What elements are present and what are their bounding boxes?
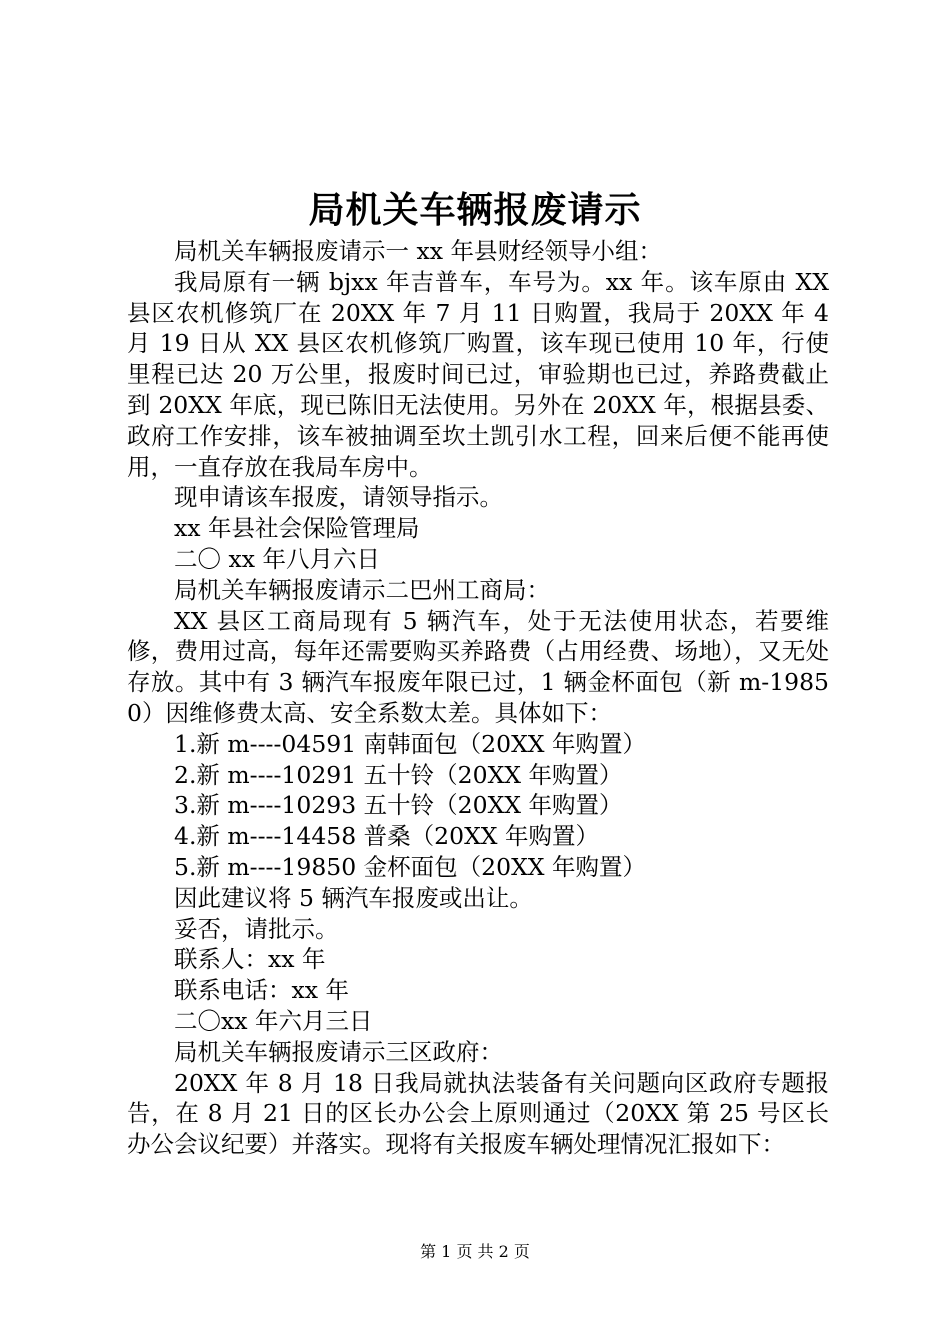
paragraph: 局机关车辆报废请示三区政府：: [174, 1037, 503, 1066]
list-item: 1.新 m----04591 南韩面包（20XX 年购置）: [174, 729, 646, 758]
list-item: 2.新 m----10291 五十铃（20XX 年购置）: [174, 760, 623, 789]
paragraph: 局机关车辆报废请示一 xx 年县财经领导小组：: [174, 237, 662, 265]
paragraph: 妥否，请批示。: [174, 914, 339, 943]
list-item: 3.新 m----10293 五十铃（20XX 年购置）: [174, 791, 623, 820]
paragraph: 二〇 xx 年八月六日: [174, 544, 380, 573]
paragraph: 20XX 年 8 月 18 日我局就执法装备有关问题向区政府专题报告，在 8 月 21 日的区长办公会上原则通过（20XX 第 25 号区长办公会议纪要）并落实。现将有关报废车辆处理情况汇报如下：: [127, 1068, 829, 1159]
document-body: [127, 236, 829, 1160]
paragraph: 因此建议将 5 辆汽车报废或出让。: [174, 883, 533, 912]
paragraph: 现申请该车报废，请领导指示。: [174, 483, 503, 512]
list-item: 4.新 m----14458 普桑（20XX 年购置）: [174, 822, 599, 851]
paragraph: 局机关车辆报废请示二巴州工商局：: [174, 575, 550, 604]
paragraph: XX 县区工商局现有 5 辆汽车，处于无法使用状态，若要维修，费用过高，每年还需要购买养路费（占用经费、场地），又无处存放。其中有 3 辆汽车报废年限已过，1 辆金杯面包（新 m-19850）因维修费太高、安全系数太差。具体如下：: [127, 606, 829, 727]
paragraph: xx 年县社会保险管理局: [174, 514, 420, 543]
contact-person: 联系人：xx 年: [174, 945, 326, 974]
paragraph: 我局原有一辆 bjxx 年吉普车，车号为。xx 年。该车原由 XX 县区农机修筑厂在 20XX 年 7 月 11 日购置，我局于 20XX 年 4 月 19 日从 XX 县区农机修筑厂购置，该车现已使用 10 年，行使里程已达 20 万公里，报废时间已过，审验期也已过，养路费截止到 20XX 年底，现已陈旧无法使用。另外在 20XX 年，根据县委、政府工作安排，该车被抽调至坎土凯引水工程，回来后便不能再使用，一直存放在我局车房中。: [127, 267, 829, 481]
date-line: 二〇xx 年六月三日: [174, 1006, 373, 1035]
contact-phone: 联系电话：xx 年: [174, 976, 349, 1005]
page-number: 第 1 页 共 2 页: [420, 1242, 530, 1261]
list-item: 5.新 m----19850 金杯面包（20XX 年购置）: [174, 852, 646, 881]
document-title: 局机关车辆报废请示: [308, 189, 642, 231]
